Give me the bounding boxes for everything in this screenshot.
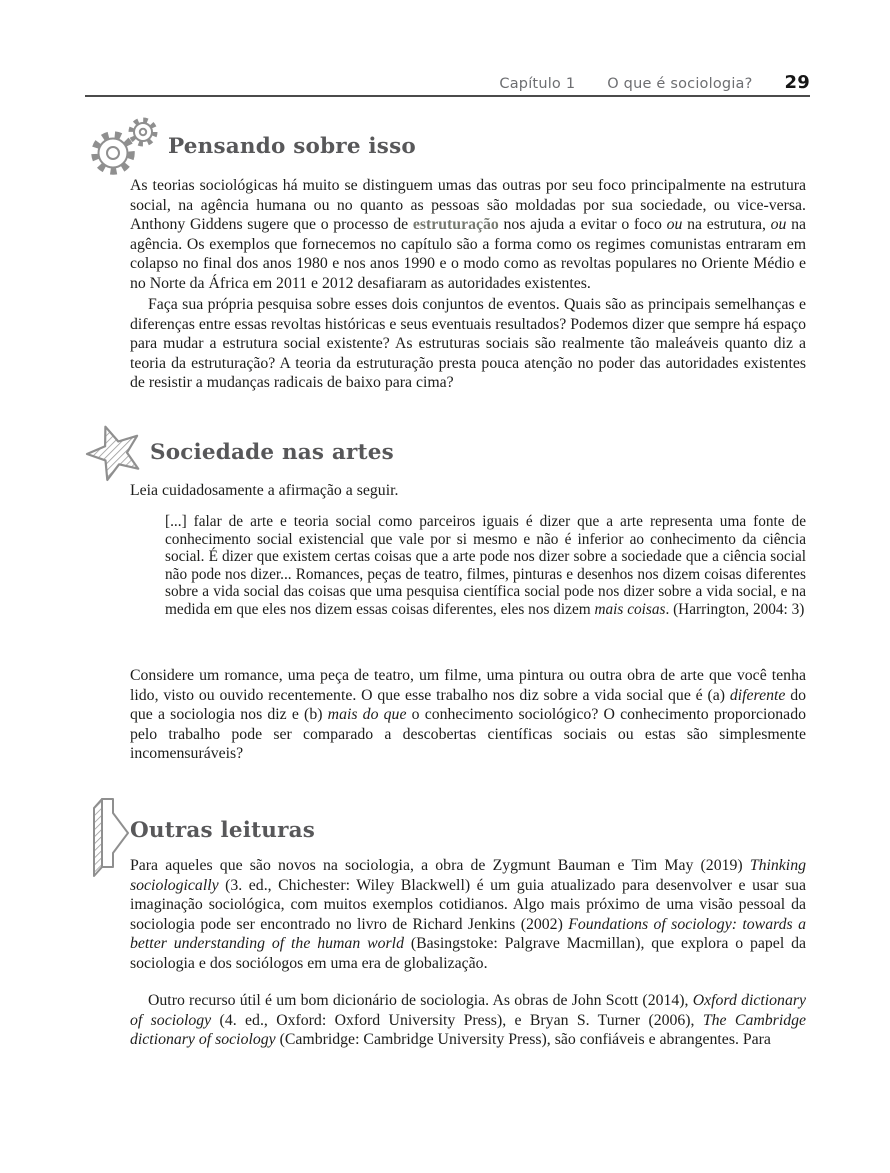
section-heading-sociedade: Sociedade nas artes [150,440,394,465]
paragraph-reading-suggestions: Para aqueles que são novos na sociologia, a obra de Zygmunt Bauman e Tim May (2019) Thinking sociologically (3. ed., Chichester: Wiley Blackwell) é um guia atualizado para desenvolver e usar sua imaginação sociológica, com muitos exemplos cotidianos. Algo mais próximo de uma visão pessoal da sociologia pode ser encontrado no livro de Richard Jenkins (2002) Foundations of sociology: towards a better understanding of the human world (Basingstoke: Palgrave Macmillan), que explora o papel da sociologia e dos sociólogos em uma era de globalização. [130,857,806,972]
chapter-title: O que é sociologia? [607,76,753,92]
blockquote-harrington: [...] falar de arte e teoria social como parceiros iguais é dizer que a arte representa uma fonte de conhecimento social existencial que vale por si mesmo e não é inferior ao conhecimento da ciência social. É dizer que existem certas coisas que a arte pode nos dizer sobre a sociedade que a ciência social não pode nos dizer... Romances, peças de teatro, filmes, pinturas e desenhos nos dizem coisas diferentes sobre a vida social das coisas que uma pesquisa científica social pode nos dizer sobre a vida social, e na medida em que eles nos dizem essas coisas diferentes, eles nos dizem mais coisas. (Harrington, 2004: 3) [165,513,806,618]
gears-icon [86,116,164,181]
paragraph-art-reflection: Considere um romance, uma peça de teatro, um filme, uma pintura ou outra obra de arte que você tenha lido, visto ou ouvido recentemente. O que esse trabalho nos diz sobre a vida social que é (a) diferente do que a sociologia nos diz e (b) mais do que o conhecimento sociológico? O conhecimento proporcionado pelo trabalho pode ser comparado a descobertas científicas sociais ou estas são simplesmente incomensuráveis? [130,667,806,763]
chapter-label: Capítulo 1 [499,76,576,92]
star-icon [84,420,142,489]
paragraph-research-task: Faça sua própria pesquisa sobre esses dois conjuntos de eventos. Quais são as principais semelhanças e diferenças entre essas revoltas históricas e seus eventuais resultados? Podemos dizer que sempre há espaço para mudar a estrutura social existente? As estruturas sociais são realmente tão maleáveis quanto diz a teoria da estruturação? A teoria da estruturação presta pouca atenção no poder das autoridades existentes de resistir a mudanças radicais de baixo para cima? [130,296,806,392]
lead-in-sentence: Leia cuidadosamente a afirmação a seguir. [130,482,399,499]
section-heading-leituras: Outras leituras [130,818,316,843]
paragraph-structuration: As teorias sociológicas há muito se distinguem umas das outras por seu foco principalmente na estrutura social, na agência humana ou no quanto as pessoas são moldadas por sua sociedade, ou vice-versa. Anthony Giddens sugere que o processo de estruturação nos ajuda a evitar o foco ou na estrutura, ou na agência. Os exemplos que fornecemos no capítulo são a forma como os regimes comunistas entraram em colapso no final dos anos 1980 e nos anos 1990 e o modo como as revoltas populares no Oriente Médio e no Norte da África em 2011 e 2012 desafiaram as autoridades existentes. [130,177,806,292]
page-header [130,72,810,93]
paragraph-dictionaries: Outro recurso útil é um bom dicionário de sociologia. As obras de John Scott (2014), Oxford dictionary of sociology (4. ed., Oxford: Oxford University Press), e Bryan S. Turner (2006), The Cambridge dictionary of sociology (Cambridge: Cambridge University Press), são confiáveis e abrangentes. Para [130,992,807,1049]
page-number: 29 [784,72,810,93]
section-heading-pensando: Pensando sobre isso [168,134,416,159]
header-rule [85,95,810,97]
arrow-icon [86,788,132,883]
